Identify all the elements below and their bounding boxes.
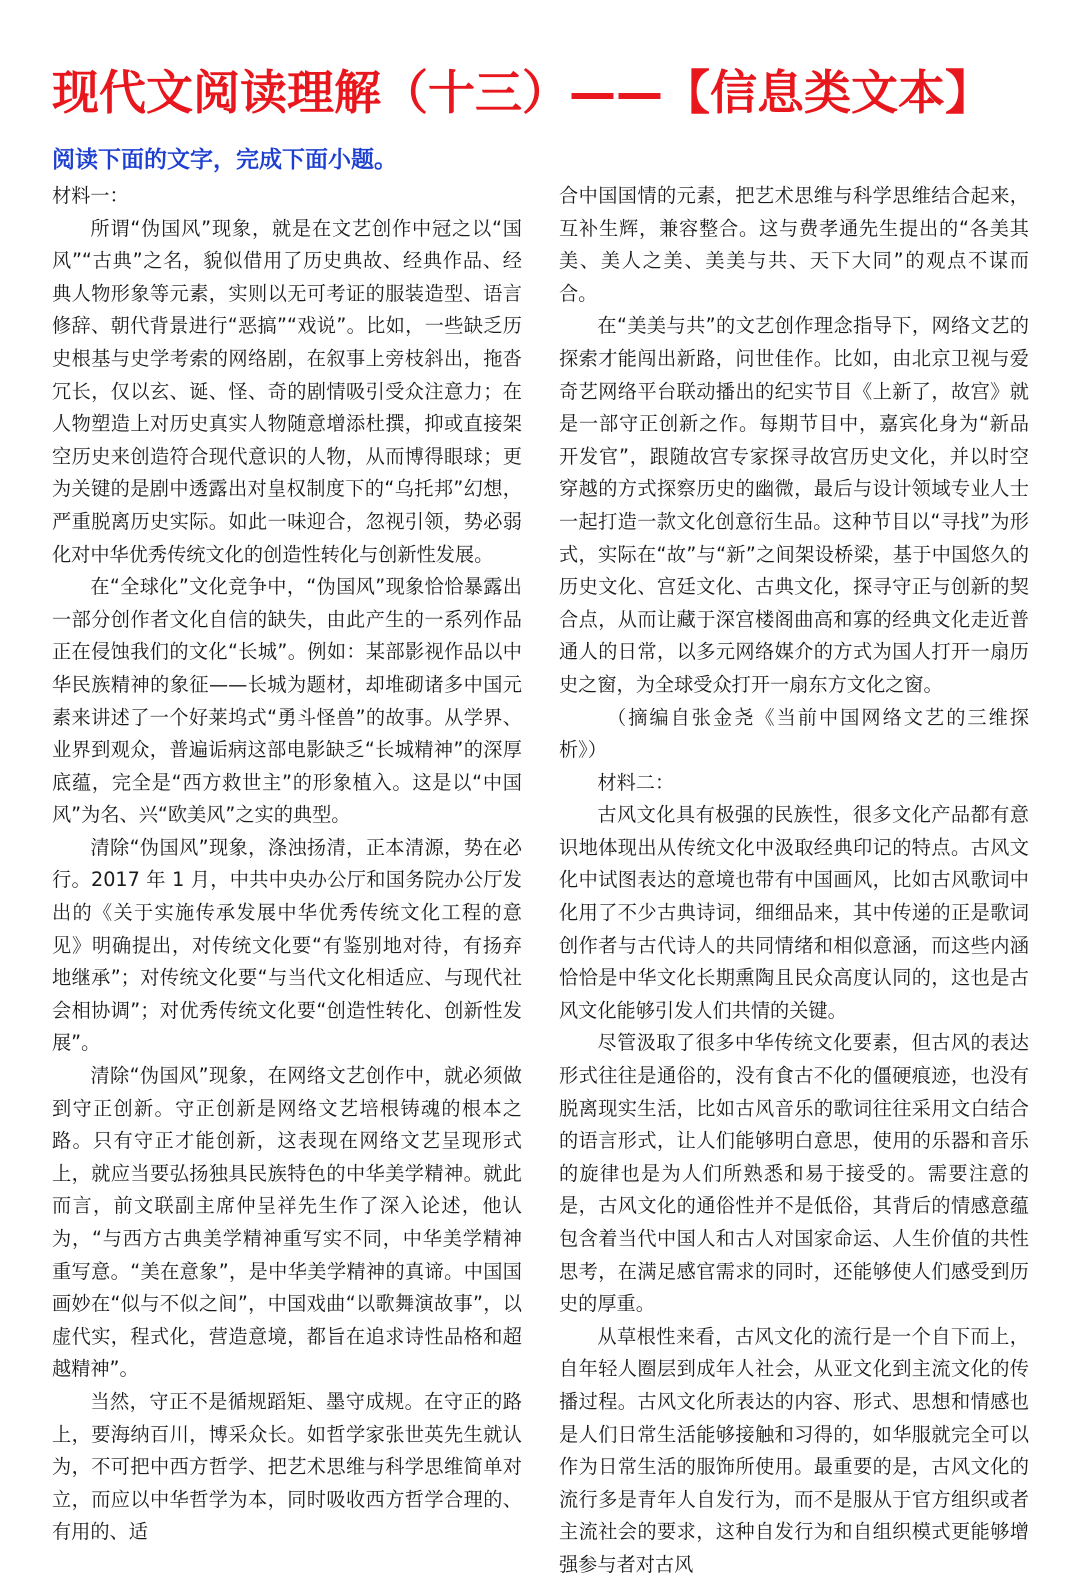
paragraph: 古风文化具有极强的民族性，很多文化产品都有意识地体现出从传统文化中汲取经典印记的特点。古风文化中试图表达的意境也带有中国画风，比如古风歌词中化用了不少古典诗词，细细品来，其中传递的正是歌词创作者与古代诗人的共同情绪和相似意涵，而这些内涵恰恰是中华文化长期熏陶且民众高度认同的，这也是古风文化能够引发人们共情的关键。: [559, 803, 1029, 1022]
paragraph: 清除“伪国风”现象，在网络文艺创作中，就必须做到守正创新。守正创新是网络文艺培根铸魂的根本之路。只有守正才能创新，这表现在网络文艺呈现形式上，就应当要弘扬独具民族特色的中华美学精神。就此而言，前文联副主席仲呈祥先生作了深入论述，他认为，“与西方古典美学精神重写实不同，中华美学精神重写意。“美在意象”，是中华美学精神的真谛。中国国画妙在“似与不似之间”，中国戏曲“以歌舞演故事”，以虚代实，程式化，营造意境，都旨在追求诗性品格和超越精神”。: [52, 1064, 522, 1381]
instruction-heading: 阅读下面的文字，完成下面小题。: [52, 147, 397, 173]
paragraph: 当然，守正不是循规蹈矩、墨守成规。在守正的路上，要海纳百川，博采众长。如哲学家张世英先生就认为，不可把中西方哲学、把艺术思维与科学思维简单对立，而应以中华哲学为本，同时吸收西方哲学合理的、有用的、适: [52, 1389, 522, 1544]
paragraph: 在“美美与共”的文艺创作理念指导下，网络文艺的探索才能闯出新路，问世佳作。比如，由北京卫视与爱奇艺网络平台联动播出的纪实节目《上新了，故宫》就是一部守正创新之作。每期节目中，嘉宾化身为“新品开发官”，跟随故宫专家探寻故宫历史文化，并以时空穿越的方式探察历史的幽微，最后与设计领域专业人士一起打造一款文化创意衍生品。这种节目以“寻找”为形式，实际在“故”与“新”之间架设桥梁，基于中国悠久的历史文化、宫廷文化、古典文化，探寻守正与创新的契合点，从而让藏于深宫楼阁曲高和寡的经典文化走近普通人的日常，以多元网络媒介的方式为国人打开一扇历史之窗，为全球受众打开一扇东方文化之窗。: [559, 314, 1029, 696]
material-one-label: 材料一：: [52, 184, 129, 207]
paragraph: 所谓“伪国风”现象，就是在文艺创作中冠之以“国风”“古典”之名，貌似借用了历史典故、经典作品、经典人物形象等元素，实则以无可考证的服装造型、语言修辞、朝代背景进行“恶搞”“戏说”。比如，一些缺乏历史根基与史学考索的网络剧，在叙事上旁枝斜出，拖沓冗长，仅以玄、诞、怪、奇的剧情吸引受众注意力；在人物塑造上对历史真实人物随意增添杜撰，抑或直接架空历史来创造符合现代意识的人物，从而博得眼球；更为关键的是剧中透露出对皇权制度下的“乌托邦”幻想，严重脱离历史实际。如此一味迎合，忽视引领，势必弱化对中华优秀传统文化的创造性转化与创新性发展。: [52, 216, 522, 566]
paragraph: 尽管汲取了很多中华传统文化要素，但古风的表达形式往往是通俗的，没有食古不化的僵硬痕迹，也没有脱离现实生活，比如古风音乐的歌词往往采用文白结合的语言形式，让人们能够明白意思，使用的乐器和音乐的旋律也是为人们所熟悉和易于接受的。需要注意的是，古风文化的通俗性并不是低俗，其背后的情感意蕴包含着当代中国人和古人对国家命运、人生价值的共性思考，在满足感官需求的同时，还能够使人们感受到历史的厚重。: [559, 1031, 1029, 1316]
left-column: [52, 180, 522, 1549]
paragraph-continuation: 合中国国情的元素，把艺术思维与科学思维结合起来，互补生辉，兼容整合。这与费孝通先生提出的“各美其美、美人之美、美美与共、天下大同”的观点不谋而合。: [559, 184, 1029, 305]
paragraph: 从草根性来看，古风文化的流行是一个自下而上，自年轻人圈层到成年人社会，从亚文化到主流文化的传播过程。古风文化所表达的内容、形式、思想和情感也是人们日常生活能够接触和习得的，如华服就完全可以作为日常生活的服饰所使用。最重要的是，古风文化的流行多是青年人自发行为，而不是服从于官方组织或者主流社会的要求，这种自发行为和自组织模式更能够增强参与者对古风: [559, 1324, 1029, 1576]
source-citation: （摘编自张金尧《当前中国网络文艺的三维探析》）: [559, 705, 1029, 762]
right-column: [559, 180, 1029, 1582]
material-two-label: 材料二：: [597, 770, 675, 794]
page-title: 现代文阅读理解（十三）——【信息类文本】: [52, 66, 992, 121]
paragraph: 在“全球化”文化竞争中，“伪国风”现象恰恰暴露出一部分创作者文化自信的缺失，由此产生的一系列作品正在侵蚀我们的文化“长城”。例如：某部影视作品以中华民族精神的象征——长城为题材，却堆砌诸多中国元素来讲述了一个好莱坞式“勇斗怪兽”的故事。从学界、业界到观众，普遍诟病这部电影缺乏“长城精神”的深厚底蕴，完全是“西方救世主”的形象植入。这是以“中国风”为名、兴“欧美风”之实的典型。: [52, 575, 522, 827]
paragraph: 清除“伪国风”现象，涤浊扬清，正本清源，势在必行。2017 年 1 月，中共中央办公厅和国务院办公厅发出的《关于实施传承发展中华优秀传统文化工程的意见》明确提出，对传统文化要“有鉴别地对待，有扬弃地继承”；对传统文化要“与当代文化相适应、与现代社会相协调”；对优秀传统文化要“创造性转化、创新性发展”。: [52, 835, 522, 1055]
